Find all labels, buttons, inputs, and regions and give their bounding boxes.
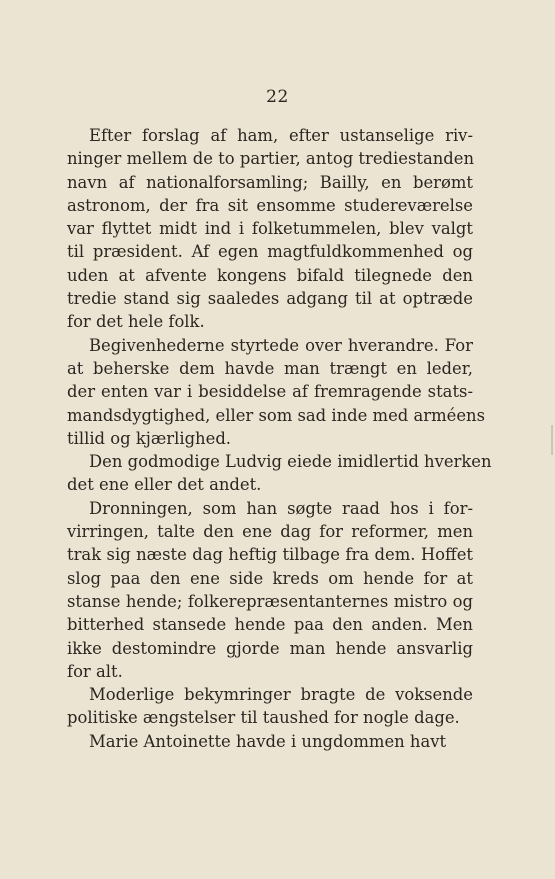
text-line: ninger mellem de to partier, antog trediestanden — [67, 149, 475, 169]
text-line: mandsdygtighed, eller som sad inde med arméens — [67, 405, 486, 425]
text-line: stanse hende; folkerepræsentanternes mistro og — [67, 591, 473, 611]
paragraph — [67, 334, 486, 450]
text-line: navn af nationalforsamling; Bailly, en berømt — [67, 172, 473, 192]
paragraph — [67, 124, 473, 334]
text-line: virringen, talte den ene dag for reformer, men — [67, 522, 473, 542]
text-line: Begivenhederne styrtede over hverandre. For — [89, 335, 473, 355]
text-line: trak sig næste dag heftig tilbage fra dem. Hoffet — [67, 545, 473, 565]
text-line: for alt. — [67, 661, 123, 681]
text-line: ikke destomindre gjorde man hende ansvarlig — [67, 638, 473, 658]
paragraph — [67, 450, 492, 497]
text-line: det ene eller det andet. — [67, 475, 262, 495]
text-line: bitterhed stansede hende paa den anden. Men — [67, 615, 473, 635]
text-line: Den godmodige Ludvig eiede imidlertid hverken — [89, 452, 492, 472]
text-line: uden at afvente kongens bifald tilegnede den — [67, 265, 473, 285]
text-line: Efter forslag af ham, efter ustanselige riv- — [89, 126, 473, 145]
text-line: astronom, der fra sit ensomme studereværelse — [67, 195, 473, 215]
text-line: politiske ængstelser til taushed for nogle dage. — [67, 708, 460, 728]
text-line: var flyttet midt ind i folketummelen, blev valgt — [67, 219, 473, 239]
paragraph — [67, 683, 473, 730]
page-edge-mark — [551, 425, 553, 455]
text-line: at beherske dem havde man trængt en leder, — [67, 358, 473, 378]
paragraph — [67, 497, 473, 683]
text-line: Dronningen, som han søgte raad hos i for- — [89, 498, 473, 518]
text-line: tillid og kjærlighed. — [67, 428, 232, 448]
text-line: til præsident. Af egen magtfuldkommenhed og — [67, 242, 473, 262]
text-line: tredie stand sig saaledes adgang til at optræde — [67, 289, 473, 309]
text-line: Marie Antoinette havde i ungdommen havt — [89, 731, 447, 751]
text-line: slog paa den ene side kreds om hende for at — [67, 568, 473, 588]
text-line: for det hele folk. — [67, 312, 205, 332]
text-line: der enten var i besiddelse af fremragende stats- — [67, 382, 473, 402]
text-line: Moderlige bekymringer bragte de voksende — [89, 685, 473, 705]
page-number: 22 — [266, 87, 289, 107]
paragraph — [67, 730, 473, 753]
text-block — [67, 124, 492, 753]
